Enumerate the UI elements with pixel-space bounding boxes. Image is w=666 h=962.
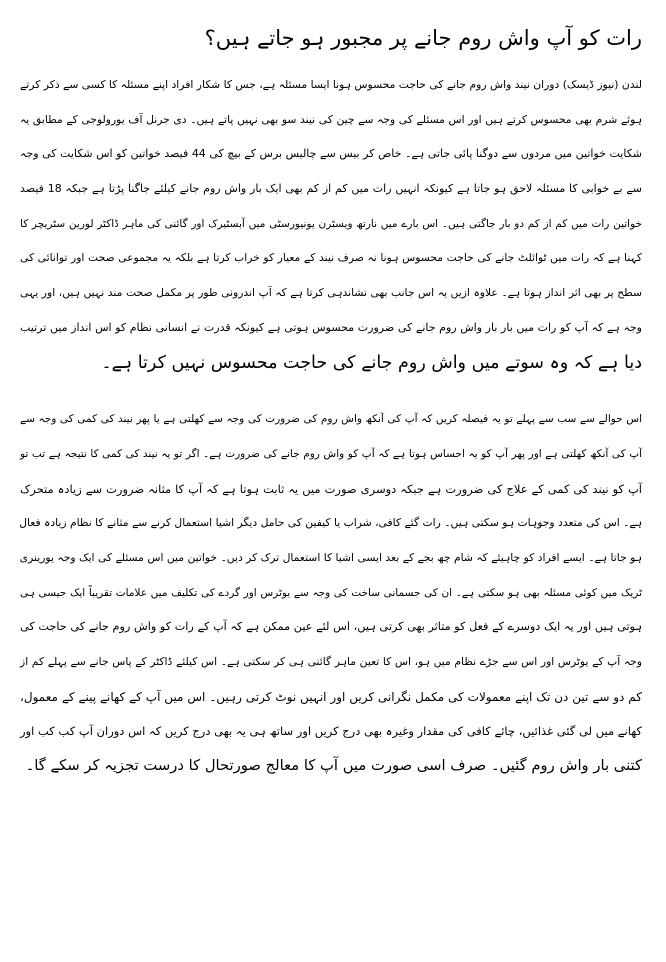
paragraph-line: آپ کی آنکھ کھلتی ہے اور پھر آپ کو یہ احساس ہوتا ہے کہ آپ کو واش روم جانے کی ضرورت ہے۔ اگر تو یہ نیند کی کمی کا نتیجہ ہے تب تو bbox=[20, 447, 642, 460]
paragraph-line: کم دو سے تین دن تک اپنے معمولات کی مکمل نگرانی کریں اور انہیں نوٹ کرتی رہیں۔ اس میں آپ کے کھانے پینے کے معمول، bbox=[20, 689, 642, 704]
paragraph-line: لندن (نیوز ڈیسک) دوران نیند واش روم جانے کی حاجت محسوس ہونا ایسا مسئلہ ہے، جس کا شکار افراد اپنے مسئلہ کا کسی سے ذکر کرتے bbox=[20, 78, 642, 91]
article-paragraph-1 bbox=[20, 68, 642, 380]
paragraph-line: سے بے خوابی کا مسئلہ لاحق ہو جاتا ہے کیونکہ انہیں رات میں کم از کم بھی ایک بار واش روم جانے کیلئے جاگنا پڑتا ہے جبکہ 18 فیصد bbox=[20, 182, 643, 196]
paragraph-line: ہوئے شرم بھی محسوس کرتے ہیں اور اس مسئلے کی وجہ سے چین کی نیند سو بھی نہیں پاتے ہیں۔ دی جرنل آف یورولوجی کے مطابق یہ bbox=[20, 112, 642, 126]
paragraph-line: وجہ ہے کہ آپ کو رات میں بار بار واش روم جانے کی ضرورت محسوس ہوتی ہے کیونکہ قدرت نے انسانی نظام کو اس انداز میں ترتیب bbox=[20, 320, 642, 334]
paragraph-line: خواتین رات میں کم از کم دو بار جاگتی ہیں۔ اس بارے میں نارتھ ویسٹرن یونیورسٹی میں آبسٹیرک اور گائنی کی ماہر ڈاکٹر لورین سٹریچر کا bbox=[20, 217, 642, 230]
paragraph-line: آپ کو نیند کی کمی کے علاج کی ضرورت ہے جبکہ دوسری صورت میں یہ ثابت ہوتا ہے کہ آپ کا مثانہ ضرورت سے زیادہ متحرک bbox=[20, 481, 642, 496]
paragraph-line: ٹریک میں کوئی مسئلہ بھی ہو سکتی ہے۔ ان کی جسمانی ساخت کی وجہ سے یوٹرس اور گردے کی تکلیف میں علامات تقریباً ایک جیسی ہی bbox=[20, 586, 642, 599]
paragraph-line: ہے۔ اس کی متعدد وجوہات ہو سکتی ہیں۔ رات گئے کافی، شراب یا کیفین کی حامل دیگر اشیا استعمال کرنے سے مثانے کا نظام زیادہ فعال bbox=[19, 516, 642, 530]
paragraph-line: کتنی بار واش روم گئیں۔ صرف اسی صورت میں آپ کا معالج صورتحال کا درست تجزیہ کر سکے گا۔ bbox=[25, 757, 642, 775]
paragraph-line: کھانے میں لی گئی غذائیں، چائے کافی کی مقدار وغیرہ بھی درج کریں اور ساتھ ہی یہ بھی درج کریں کہ اس دوران آپ کب کب اور bbox=[20, 724, 642, 739]
paragraph-line: شکایت خواتین میں مردوں سے دوگنا پائی جاتی ہے۔ خاص کر بیس سے چالیس برس کے بیچ کی 44 فیصد خواتین کو اس شکایت کی وجہ bbox=[20, 147, 643, 161]
paragraph-line: سطح پر بھی اثر انداز ہوتا ہے۔ علاوہ ازیں یہ اس جانب بھی نشاندہی کرتا ہے کہ آپ اندرونی طور پر مکمل صحت مند نہیں ہیں، اور یہی bbox=[20, 286, 642, 300]
article-paragraph-2 bbox=[20, 402, 642, 784]
paragraph-line: ہو جاتا ہے۔ ایسے افراد کو چاہیئے کہ شام چھ بجے کے بعد ایسی اشیا کا استعمال ترک کر دیں۔ خواتین میں اس مسئلے کی ایک وجہ یورینری bbox=[19, 550, 642, 564]
paragraph-line: وجہ آپ کے یوٹرس اور اس سے جڑے نظام میں ہو، اس کا تعین ماہر گائنی ہی کر سکتی ہے۔ اس کیلئے ڈاکٹر کے پاس جانے سے پہلے کم از bbox=[20, 655, 642, 668]
paragraph-line: ہوتی ہیں اور یہ ایک دوسرے کے فعل کو متاثر بھی کرتی ہیں، اس لئے عین ممکن ہے کہ آپ کے رات کو واش روم جانے کی حاجت کی bbox=[20, 620, 642, 634]
article-headline: رات کو آپ واش روم جانے پر مجبور ہو جاتے ہیں؟ bbox=[204, 26, 642, 50]
paragraph-line: کہنا ہے کہ رات میں ٹوائلٹ جانے کی حاجت محسوس ہونا نہ صرف نیند کے معیار کو خراب کرتا ہے بلکہ یہ مجموعی صحت اور توانائی کی bbox=[20, 251, 642, 265]
paragraph-line: دیا ہے کہ وہ سوتے میں واش روم جانے کی حاجت محسوس نہیں کرتا ہے۔ bbox=[101, 352, 642, 373]
paragraph-line: اس حوالے سے سب سے پہلے تو یہ فیصلہ کریں کہ آپ کی آنکھ واش روم کی ضرورت کی وجہ سے کھلتی ہے یا پھر نیند کی کمی کی وجہ سے bbox=[20, 413, 642, 426]
